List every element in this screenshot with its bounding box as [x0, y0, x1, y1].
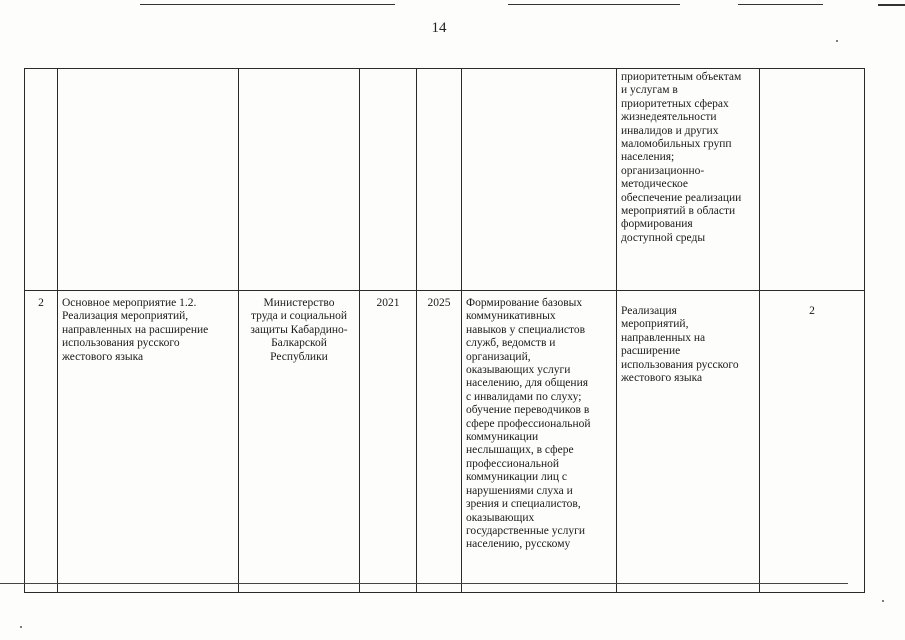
cell-executor [239, 69, 360, 291]
header-rule-edge [878, 4, 905, 6]
page-number: 14 [431, 20, 447, 36]
scan-speck [836, 40, 838, 42]
cell-year-end [417, 69, 462, 291]
table-bottom-rule [0, 583, 848, 584]
scan-speck [20, 626, 22, 628]
cell-expected-result: Формирование базовых коммуникативных навыков у специалистов служб, ведомств и организаций, оказывающих услуги населению, для общения с инвалидами по слуху; обучение переводчиков в сфере профессиональной коммуникации неслышащих, в сфере профессиональной коммуникации лиц с нарушениями слуха и зрения и специалистов, оказывающих государственные услуги населению, русскому [462, 291, 617, 593]
cell-executor: Министерство труда и социальной защиты Кабардино- Балкарской Республики [239, 291, 360, 593]
header-rule-middle [508, 4, 680, 5]
table-row [25, 291, 865, 593]
cell-number [25, 69, 58, 291]
cell-connection: приоритетным объектам и услугам в приоритетных сферах жизнедеятельности инвалидов и других маломобильных групп населения; организационно- методическое обеспечение реализации мероприятий в области формирования доступной среды [617, 69, 760, 291]
cell-measure-name: Основное мероприятие 1.2. Реализация мероприятий, направленных на расширение использования русского жестового языка [58, 291, 239, 593]
cell-measure-name [58, 69, 239, 291]
scan-speck [882, 600, 884, 602]
cell-connection: Реализация мероприятий, направленных на расширение использования русского жестового языка [617, 291, 760, 593]
cell-number: 2 [25, 291, 58, 593]
cell-expected-result [462, 69, 617, 291]
table-row [25, 69, 865, 291]
header-rule-left [140, 4, 395, 5]
cell-indicator: 2 [760, 291, 865, 593]
cell-year-end: 2025 [417, 291, 462, 593]
header-rule-right [738, 4, 823, 5]
cell-year-start [360, 69, 417, 291]
measures-table [24, 68, 865, 593]
cell-year-start: 2021 [360, 291, 417, 593]
cell-indicator [760, 69, 865, 291]
